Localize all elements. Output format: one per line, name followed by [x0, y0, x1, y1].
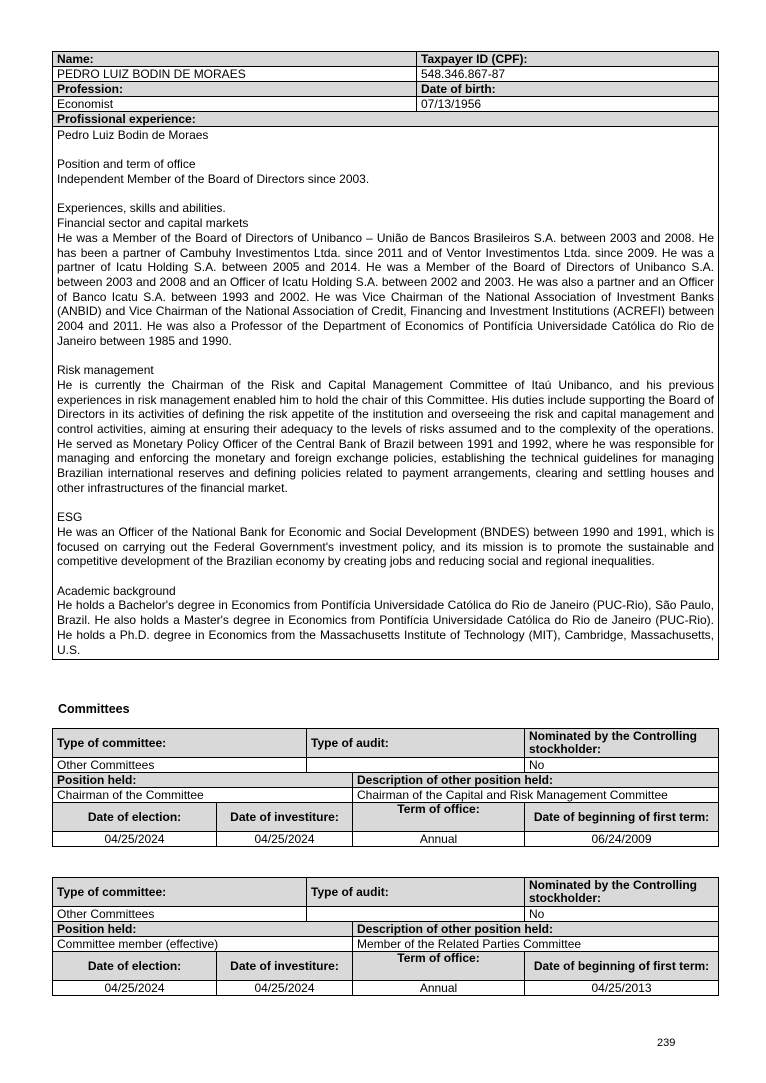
date-of-investiture-value: 04/25/2024 — [217, 832, 353, 847]
type-of-audit-label: Type of audit: — [307, 729, 525, 758]
date-of-investiture-label: Date of investiture: — [217, 952, 353, 981]
type-of-committee-label: Type of committee: — [53, 878, 307, 907]
description-label: Description of other position held: — [353, 922, 719, 937]
date-of-investiture-value: 04/25/2024 — [217, 981, 353, 996]
position-section — [57, 157, 714, 186]
esg-text: He was an Officer of the National Bank for Economic and Social Development (BNDES) between 1990 and 1991, which is focused on carrying out the Federal Government's investment policy, and its mission is to promote the sustainable and competitive development of the Brazilian economy by creating jobs and reducing social and regional inequalities. — [57, 524, 714, 569]
description-value: Chairman of the Capital and Risk Management Committee — [353, 788, 719, 803]
committees-heading: Committees — [58, 702, 130, 716]
date-of-election-label: Date of election: — [53, 803, 217, 832]
position-text: Independent Member of the Board of Directors since 2003. — [57, 172, 370, 187]
date-first-term-value: 04/25/2013 — [525, 981, 719, 996]
dob-label: Date of birth: — [417, 82, 719, 97]
position-heading: Position and term of office — [57, 157, 196, 172]
committee-table — [52, 728, 719, 847]
risk-section — [57, 363, 714, 495]
term-of-office-label: Term of office: — [353, 803, 525, 832]
date-first-term-label: Date of beginning of first term: — [525, 803, 719, 832]
date-of-election-value: 04/25/2024 — [53, 981, 217, 996]
type-of-audit-value — [307, 758, 525, 773]
dob-value: 07/13/1956 — [417, 97, 719, 112]
financial-section — [57, 201, 714, 348]
cpf-label: Taxpayer ID (CPF): — [417, 52, 719, 67]
type-of-committee-value: Other Committees — [53, 907, 307, 922]
term-of-office-label: Term of office: — [353, 952, 525, 981]
experiences-heading: Experiences, skills and abilities. — [57, 201, 226, 216]
intro-name: Pedro Luiz Bodin de Moraes — [57, 128, 209, 142]
date-of-election-label: Date of election: — [53, 952, 217, 981]
academic-text: He holds a Bachelor's degree in Economics from Pontifícia Universidade Católica do Rio de Janeiro (PUC-Rio), São Paulo, Brazil. He also holds a Master's degree in Economics from Pontifícia Universidade Católica do Rio de Janeiro (PUC-Rio). He holds a Ph.D. degree in Economics from the Massachusetts Institute of Technology (MIT), Cambridge, Massachusetts, U.S. — [57, 598, 714, 657]
experience-label: Profissional experience: — [53, 112, 719, 127]
nominated-label: Nominated by the Controlling stockholder: — [525, 878, 719, 907]
nominated-value: No — [525, 907, 719, 922]
term-of-office-value: Annual — [353, 981, 525, 996]
nominated-value: No — [525, 758, 719, 773]
financial-heading: Financial sector and capital markets — [57, 216, 249, 231]
position-held-label: Position held: — [53, 773, 353, 788]
type-of-committee-label: Type of committee: — [53, 729, 307, 758]
position-held-value: Chairman of the Committee — [53, 788, 353, 803]
risk-heading: Risk management — [57, 363, 154, 378]
type-of-committee-value: Other Committees — [53, 758, 307, 773]
risk-text: He is currently the Chairman of the Risk and Capital Management Committee of Itaú Unibanco, and his previous experiences in risk management enabled him to hold the chair of this Committee. His duties include supporting the Board of Directors in its activities of defining the risk appetite of the institution and overseeing the risk and capital management and control activities, aiming at ensuring their adequacy to the levels of risks assumed and to the complexity of the operations. He served as Monetary Policy Officer of the Central Bank of Brazil between 1991 and 1992, where he was responsible for managing and enforcing the monetary and foreign exchange policies, establishing the technical guidelines for managing Brazilian international reserves and defining policies related to payment arrangements, clearing and settling houses and other infrastructures of the financial market. — [57, 377, 714, 495]
type-of-audit-label: Type of audit: — [307, 878, 525, 907]
esg-section — [57, 510, 714, 569]
nominated-label: Nominated by the Controlling stockholder: — [525, 729, 719, 758]
experience-body — [53, 127, 719, 660]
position-held-label: Position held: — [53, 922, 353, 937]
name-value: PEDRO LUIZ BODIN DE MORAES — [53, 67, 417, 82]
committee-table — [52, 877, 719, 996]
date-first-term-label: Date of beginning of first term: — [525, 952, 719, 981]
description-label: Description of other position held: — [353, 773, 719, 788]
type-of-audit-value — [307, 907, 525, 922]
profession-label: Profession: — [53, 82, 417, 97]
esg-heading: ESG — [57, 510, 83, 525]
date-of-election-value: 04/25/2024 — [53, 832, 217, 847]
cpf-value: 548.346.867-87 — [417, 67, 719, 82]
academic-heading: Academic background — [57, 583, 176, 598]
financial-text: He was a Member of the Board of Directors of Unibanco – União de Bancos Brasileiros S.A. between 2003 and 2008. He has been a partner of Cambuhy Investimentos Ltda. since 2011 and of Ventor Investimentos Ltda. since 2009. He was a partner of Icatu Holding S.A. between 2005 and 2014. He was a Member of the Board of Directors of Unibanco S.A. between 2003 and 2008 and an Officer of Icatu Holding S.A. between 2002 and 2003. He was also a partner and an Officer of Banco Icatu S.A. between 1993 and 2002. He was Vice Chairman of the National Association of Investment Banks (ANBID) and Vice Chairman of the National Association of Credit, Financing and Investment Institutions (ACREFI) between 2004 and 2011. He was also a Professor of the Department of Economics of Pontifícia Universidade Católica do Rio de Janeiro between 1985 and 1990. — [57, 230, 714, 348]
intro-paragraph — [57, 128, 714, 143]
date-first-term-value: 06/24/2009 — [525, 832, 719, 847]
name-label: Name: — [53, 52, 417, 67]
term-of-office-value: Annual — [353, 832, 525, 847]
profile-table — [52, 51, 719, 660]
profession-value: Economist — [53, 97, 417, 112]
description-value: Member of the Related Parties Committee — [353, 937, 719, 952]
date-of-investiture-label: Date of investiture: — [217, 803, 353, 832]
academic-section — [57, 584, 714, 658]
position-held-value: Committee member (effective) — [53, 937, 353, 952]
page-number: 239 — [657, 1037, 676, 1049]
